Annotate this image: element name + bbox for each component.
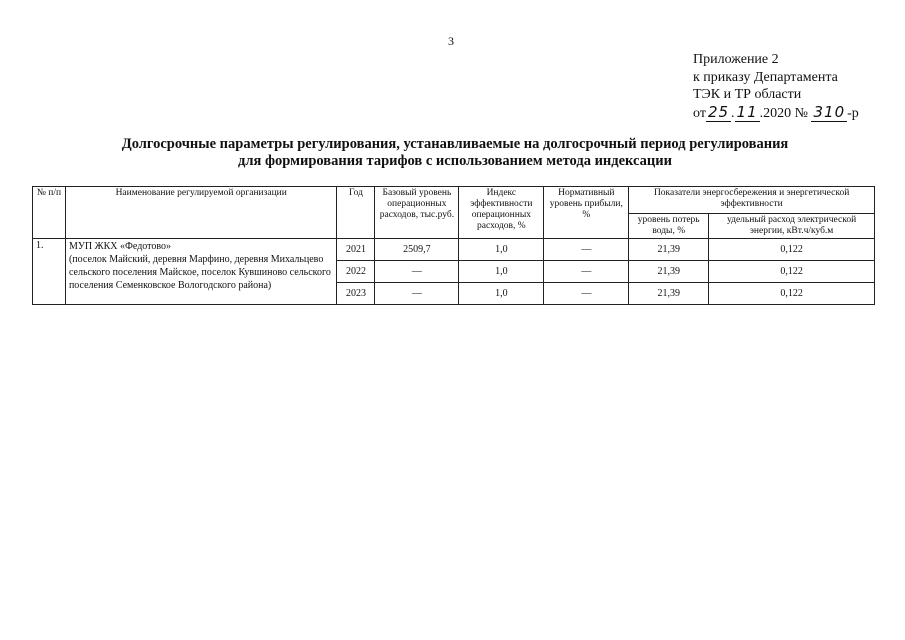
cell-electric-consumption: 0,122 <box>709 283 875 305</box>
date-day-handwritten: 25 <box>707 102 730 121</box>
table-row <box>33 239 875 261</box>
organization-name: МУП ЖКХ «Федотово» <box>68 241 172 252</box>
appendix-title: Приложение 2 <box>693 52 779 67</box>
order-suffix: -р <box>847 105 859 121</box>
header-base-costs: Базовый уровень операционных расходов, тыс.руб. <box>375 187 459 239</box>
cell-water-loss: 21,39 <box>629 283 709 305</box>
cell-year: 2022 <box>337 261 375 283</box>
organization-details: (поселок Майский, деревня Марфино, деревня Михальцево сельского поселения Майское, поселок Кувшиново сельского поселения Семенковское Вологодского района) <box>68 254 331 291</box>
title-line-1: Долгосрочные параметры регулирования, устанавливаемые на долгосрочный период регулирования <box>121 136 789 152</box>
cell-profit-level: — <box>544 239 629 261</box>
page-number: 3 <box>448 34 454 48</box>
cell-base-costs: 2509,7 <box>375 239 459 261</box>
appendix-block <box>693 51 859 122</box>
document-title <box>60 136 850 170</box>
table-header-row <box>33 187 875 214</box>
regulation-parameters-table <box>32 186 875 305</box>
cell-base-costs: — <box>375 261 459 283</box>
cell-efficiency-index: 1,0 <box>459 239 544 261</box>
appendix-department: ТЭК и ТР области <box>693 87 802 102</box>
appendix-order-ref: к приказу Департамента <box>693 69 838 85</box>
cell-electric-consumption: 0,122 <box>709 239 875 261</box>
title-line-2: для формирования тарифов с использованием метода индексации <box>238 153 672 169</box>
header-electric-consumption: удельный расход электрической энергии, кВт.ч/куб.м <box>709 214 875 239</box>
header-org: Наименование регулируемой организации <box>65 187 337 239</box>
header-efficiency-index: Индекс эффективности операционных расходов, % <box>459 187 544 239</box>
header-year: Год <box>337 187 375 239</box>
cell-profit-level: — <box>544 283 629 305</box>
header-num: № п/п <box>33 187 66 239</box>
header-water-loss: уровень потерь воды, % <box>629 214 709 239</box>
cell-water-loss: 21,39 <box>629 261 709 283</box>
cell-year: 2021 <box>337 239 375 261</box>
order-number-handwritten: 310 <box>813 102 846 121</box>
cell-efficiency-index: 1,0 <box>459 283 544 305</box>
organization-cell <box>65 239 337 305</box>
date-month-handwritten: 11 <box>736 102 758 121</box>
cell-year: 2023 <box>337 283 375 305</box>
cell-base-costs: — <box>375 283 459 305</box>
cell-profit-level: — <box>544 261 629 283</box>
cell-water-loss: 21,39 <box>629 239 709 261</box>
date-year-number-label: .2020 № <box>759 105 808 121</box>
date-prefix: от <box>693 105 706 121</box>
header-energy-saving: Показатели энергосбережения и энергетической эффективности <box>629 187 875 214</box>
appendix-date-line: от 25 . 11 .2020 № 310 -р <box>693 102 859 121</box>
cell-electric-consumption: 0,122 <box>709 261 875 283</box>
cell-efficiency-index: 1,0 <box>459 261 544 283</box>
header-profit-level: Нормативный уровень прибыли, % <box>544 187 629 239</box>
row-number: 1. <box>33 239 66 305</box>
